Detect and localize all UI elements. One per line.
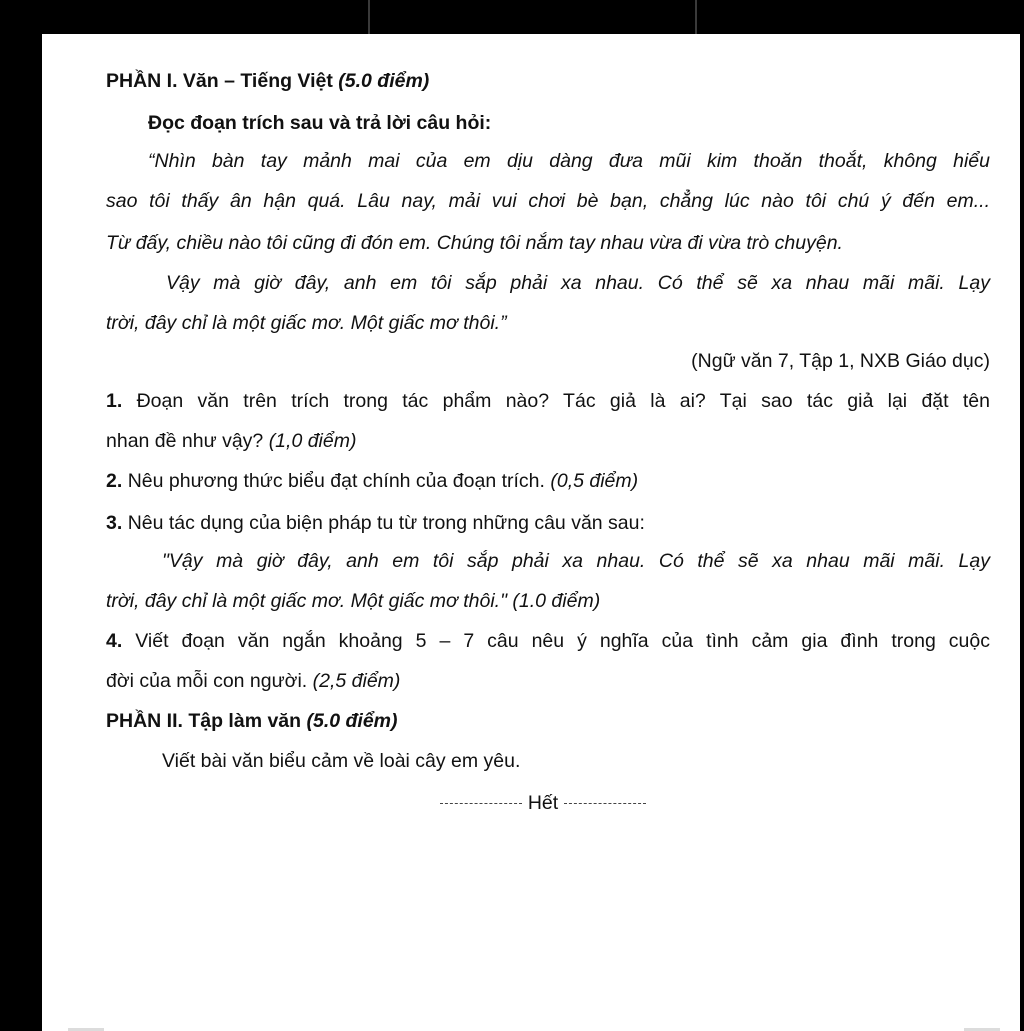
passage-line-5: trời, đây chỉ là một giấc mơ. Một giấc mơ thôi.” [106,312,507,334]
part1-score: (5.0 điểm) [338,70,430,92]
part2-heading-line [106,708,990,734]
question-1-text: Đoạn văn trên trích trong tác phẩm nào? Tác giả là ai? Tại sao tác giả lại đặt tên [136,390,990,412]
passage-line-3: Từ đấy, chiều nào tôi cũng đi đón em. Chúng tôi nắm tay nhau vừa đi vừa trò chuyện. [106,232,843,254]
question-1-number: 1. [106,390,123,412]
question-3 [106,510,990,536]
end-text: Hết [527,792,559,814]
question-3-quote-1: "Vậy mà giờ đây, anh em tôi sắp phải xa nhau. Có thể sẽ xa nhau mãi mãi. Lạy [162,550,990,572]
end-dash-right [564,803,646,804]
end-dash-left [440,803,522,804]
question-4-number: 4. [106,630,123,652]
question-4-text-cont: đời của mỗi con người. [106,670,308,692]
instruction: Đọc đoạn trích sau và trả lời câu hỏi: [148,112,492,134]
question-1-line-2 [106,428,990,454]
top-bar-divider [368,0,370,34]
passage-line-2: sao tôi thấy ân hận quá. Lâu nay, mải vui chơi bè bạn, chẳng lúc nào tôi chú ý đến em... [106,190,990,212]
question-1-score: (1,0 điểm) [268,430,357,452]
document-page [42,34,1020,1031]
part2-task: Viết bài văn biểu cảm về loài cây em yêu. [162,750,521,772]
question-3-number: 3. [106,512,123,534]
question-2-score: (0,5 điểm) [550,470,639,492]
question-1-text-cont: nhan đề như vậy? [106,430,264,452]
source-citation: (Ngữ văn 7, Tập 1, NXB Giáo dục) [691,350,990,372]
top-bar-divider [695,0,697,34]
question-1-line-1 [106,388,990,414]
part1-heading-line [106,68,990,94]
question-2 [106,468,990,494]
question-4-score: (2,5 điểm) [312,670,401,692]
end-marker [428,790,658,816]
question-3-quote-2: trời, đây chỉ là một giấc mơ. Một giấc mơ thôi." (1.0 điểm) [106,590,601,612]
part1-heading: PHẦN I. Văn – Tiếng Việt [106,70,333,92]
top-bar [0,0,1024,34]
part2-heading: PHẦN II. Tập làm văn [106,710,302,732]
question-4-line-1 [106,628,990,654]
passage-line-1: “Nhìn bàn tay mảnh mai của em dịu dàng đưa mũi kim thoăn thoắt, không hiểu [148,150,990,172]
question-2-number: 2. [106,470,123,492]
question-4-text: Viết đoạn văn ngắn khoảng 5 – 7 câu nêu ý nghĩa của tình cảm gia đình trong cuộc [135,630,990,652]
question-2-text: Nêu phương thức biểu đạt chính của đoạn trích. [127,470,545,492]
part2-score: (5.0 điểm) [306,710,398,732]
question-3-text: Nêu tác dụng của biện pháp tu từ trong những câu văn sau: [127,512,645,534]
question-4-line-2 [106,668,990,694]
passage-line-4: Vậy mà giờ đây, anh em tôi sắp phải xa nhau. Có thể sẽ xa nhau mãi mãi. Lạy [166,272,990,294]
